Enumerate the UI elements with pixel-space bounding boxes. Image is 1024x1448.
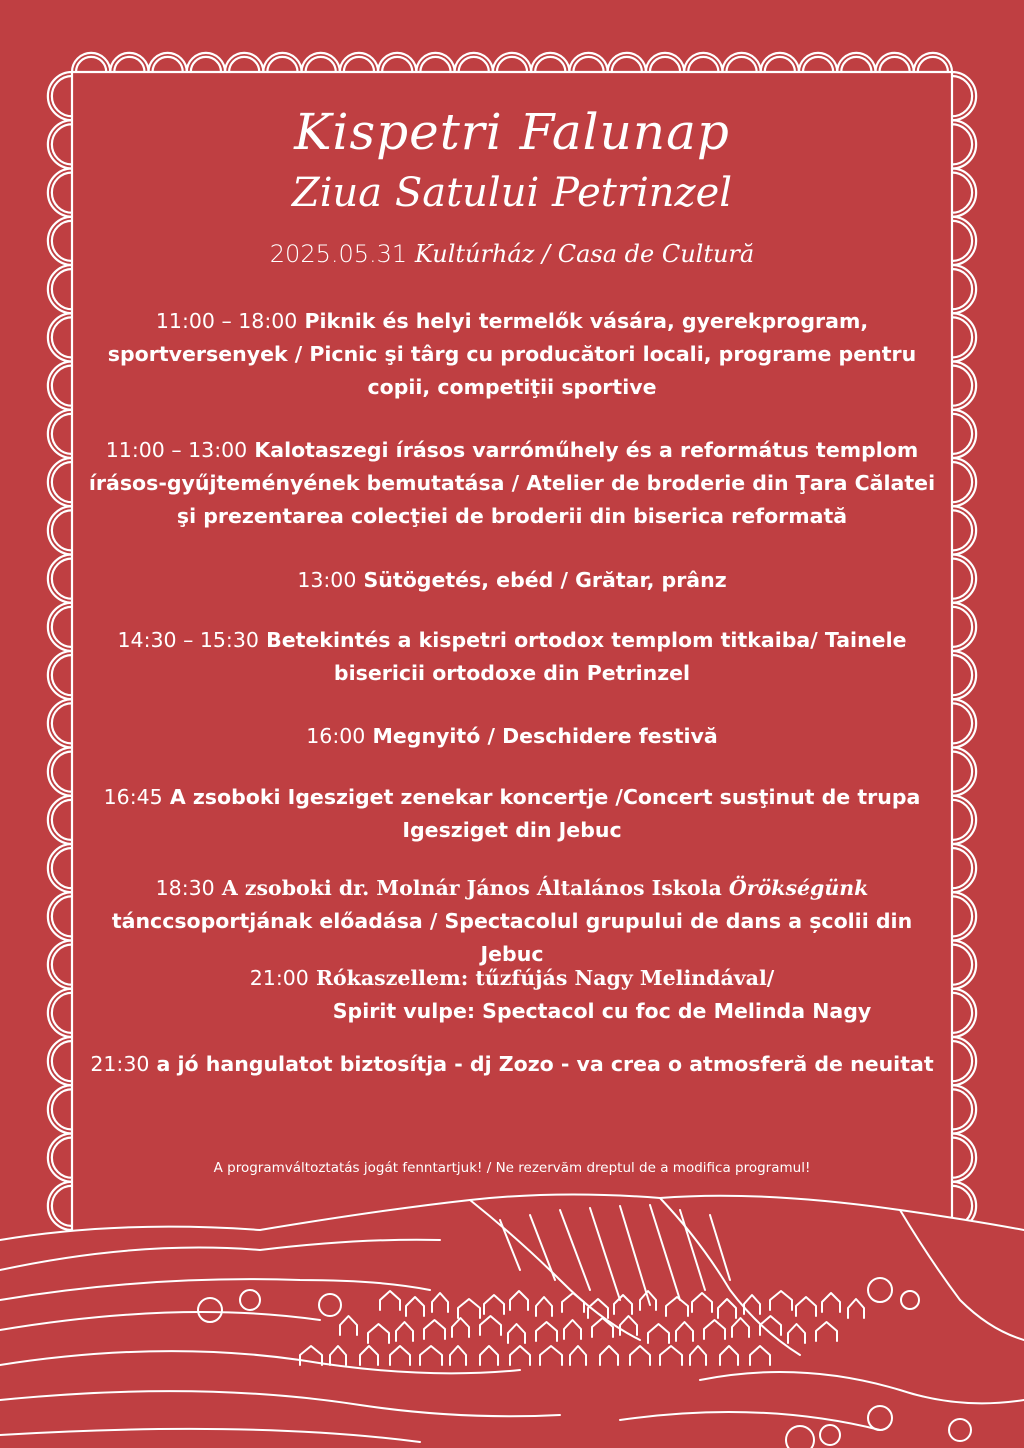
event-time: 18:30: [155, 876, 215, 900]
event-time: 21:00: [249, 966, 309, 990]
event-item-lunch: [85, 564, 939, 597]
event-time: 13:00: [297, 568, 357, 592]
event-description: Rókaszellem: tűzfújás Nagy Melindával/: [315, 966, 775, 990]
event-description: Betekintés a kispetri ortodox templom titkaiba/ Tainele bisericii ortodoxe din Petrinzel: [266, 628, 907, 685]
event-item-opening: [85, 720, 939, 753]
event-description: Megnyitó / Deschidere festivă: [372, 724, 718, 748]
event-date: 2025.05.31: [269, 240, 408, 268]
event-item-embroidery: [85, 434, 939, 533]
event-description: A zsoboki dr. Molnár János Általános Iskola: [221, 876, 722, 900]
title-romanian: Ziua Satului Petrinzel: [291, 170, 733, 216]
event-description: A zsoboki Igesziget zenekar koncertje /Concert susţinut de trupa Igesziget din Jebuc: [169, 785, 921, 842]
event-time: 16:45: [103, 785, 163, 809]
event-item-dj: [85, 1048, 939, 1081]
event-description-line2: Spirit vulpe: Spectacol cu foc de Melinda Nagy: [332, 999, 872, 1023]
hill-village-landscape: [0, 1180, 1024, 1448]
title-hungarian: Kispetri Falunap: [294, 103, 730, 161]
event-description: a jó hangulatot biztosítja - dj Zozo - va crea o atmosferă de neuitat: [156, 1052, 934, 1076]
date-location-line: [0, 240, 1024, 268]
event-item-picnic: [85, 305, 939, 404]
event-time: 14:30 – 15:30: [117, 628, 259, 652]
event-item-concert: [85, 781, 939, 847]
event-item-fire-show: [85, 962, 939, 1028]
event-description: Sütögetés, ebéd / Grătar, prânz: [363, 568, 727, 592]
event-description: Kalotaszegi írásos varróműhely és a református templom írásos-gyűjteményének bemutatása / Atelier de broderie din Ţara Călatei şi prezentarea colecţiei de broderii din biserica reformată: [88, 438, 936, 528]
event-item-orthodox-church: [85, 624, 939, 690]
event-time: 11:00 – 13:00: [105, 438, 248, 462]
event-item-dance: [85, 872, 939, 971]
event-time: 21:30: [90, 1052, 150, 1076]
event-description: Piknik és helyi termelők vására, gyerekprogram, sportversenyek / Picnic şi târg cu producători locali, programe pentru copii, competiţii sportive: [107, 309, 917, 399]
event-emphasis: Örökségünk: [728, 876, 869, 900]
event-location: Kultúrház / Casa de Cultură: [414, 240, 755, 268]
disclaimer-note: A programváltoztatás jogát fenntartjuk! / Ne rezervăm dreptul de a modifica programul!: [213, 1160, 811, 1176]
event-description-continued: tánccsoportjának előadása / Spectacolul grupului de dans a școlii din Jebuc: [111, 909, 913, 966]
event-time: 16:00: [306, 724, 366, 748]
event-time: 11:00 – 18:00: [155, 309, 298, 333]
